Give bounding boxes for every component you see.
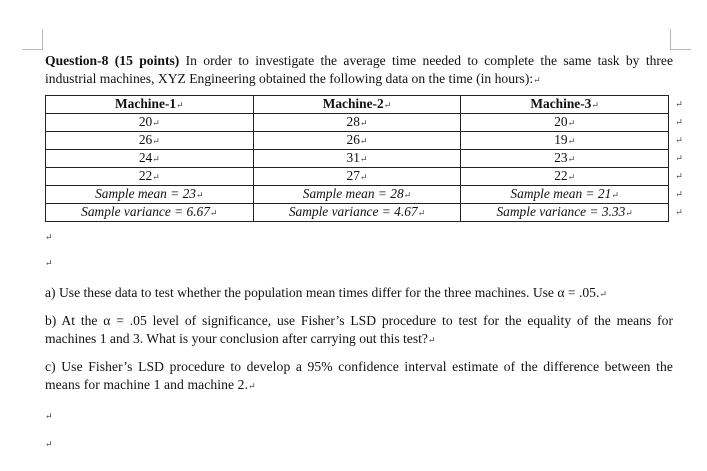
sample-mean-machine-2: Sample mean = 28↵ [253,186,461,204]
sample-mean-row [46,186,669,204]
sample-mean-machine-1: Sample mean = 23↵ [46,186,254,204]
table-cell: 27↵ [253,168,461,186]
table-row [46,168,669,186]
row-end-marks: ↵ ↵ ↵ ↵ ↵ ↵ ↵ [675,99,683,217]
sample-variance-row [46,204,669,222]
sample-variance-machine-1: Sample variance = 6.67↵ [46,204,254,222]
part-b: b) At the α = .05 level of significance, use Fisher’s LSD procedure to test for the equality of the means for machines 1 and 3. What is your conclusion after carrying out this test?↵ [45,313,673,346]
question-title: Question-8 (15 points) [45,53,180,68]
table-header-row [46,96,669,114]
table-cell: 26↵ [46,132,254,150]
part-a: a) Use these data to test whether the population mean times differ for the three machines. Use α = .05.↵ [45,285,607,300]
header-machine-1: Machine-1↵ [46,96,254,114]
question-heading [45,52,673,89]
page-corner-top-left [22,29,43,50]
empty-paragraph: ↵ [45,411,53,421]
document-page [45,52,683,453]
page-corner-top-right [670,29,691,50]
header-machine-3: Machine-3↵ [461,96,669,114]
sample-variance-machine-3: Sample variance = 3.33↵ [461,204,669,222]
table-cell: 22↵ [461,168,669,186]
header-machine-2: Machine-2↵ [253,96,461,114]
table-row [46,150,669,168]
table-cell: 31↵ [253,150,461,168]
question-intro: In order to investigate the average time needed to complete the same task by three industrial machines, XYZ Engineering obtained the following data on the time (in hours): [45,53,673,86]
sample-mean-machine-3: Sample mean = 21↵ [461,186,669,204]
table-cell: 22↵ [46,168,254,186]
part-c: c) Use Fisher’s LSD procedure to develop a 95% confidence interval estimate of the difference between the means for machine 1 and machine 2.↵ [45,359,673,392]
table-cell: 24↵ [46,150,254,168]
table-cell: 20↵ [46,114,254,132]
table-cell: 28↵ [253,114,461,132]
table-cell: 19↵ [461,132,669,150]
empty-paragraph: ↵ [45,258,53,268]
sample-variance-machine-2: Sample variance = 4.67↵ [253,204,461,222]
paragraph-mark: ↵ [533,75,541,85]
machine-data-table [45,95,669,222]
table-row [46,132,669,150]
table-row [46,114,669,132]
table-cell: 26↵ [253,132,461,150]
table-cell: 23↵ [461,150,669,168]
table-cell: 20↵ [461,114,669,132]
empty-paragraph: ↵ [45,232,53,242]
empty-paragraph: ↵ [45,439,53,449]
